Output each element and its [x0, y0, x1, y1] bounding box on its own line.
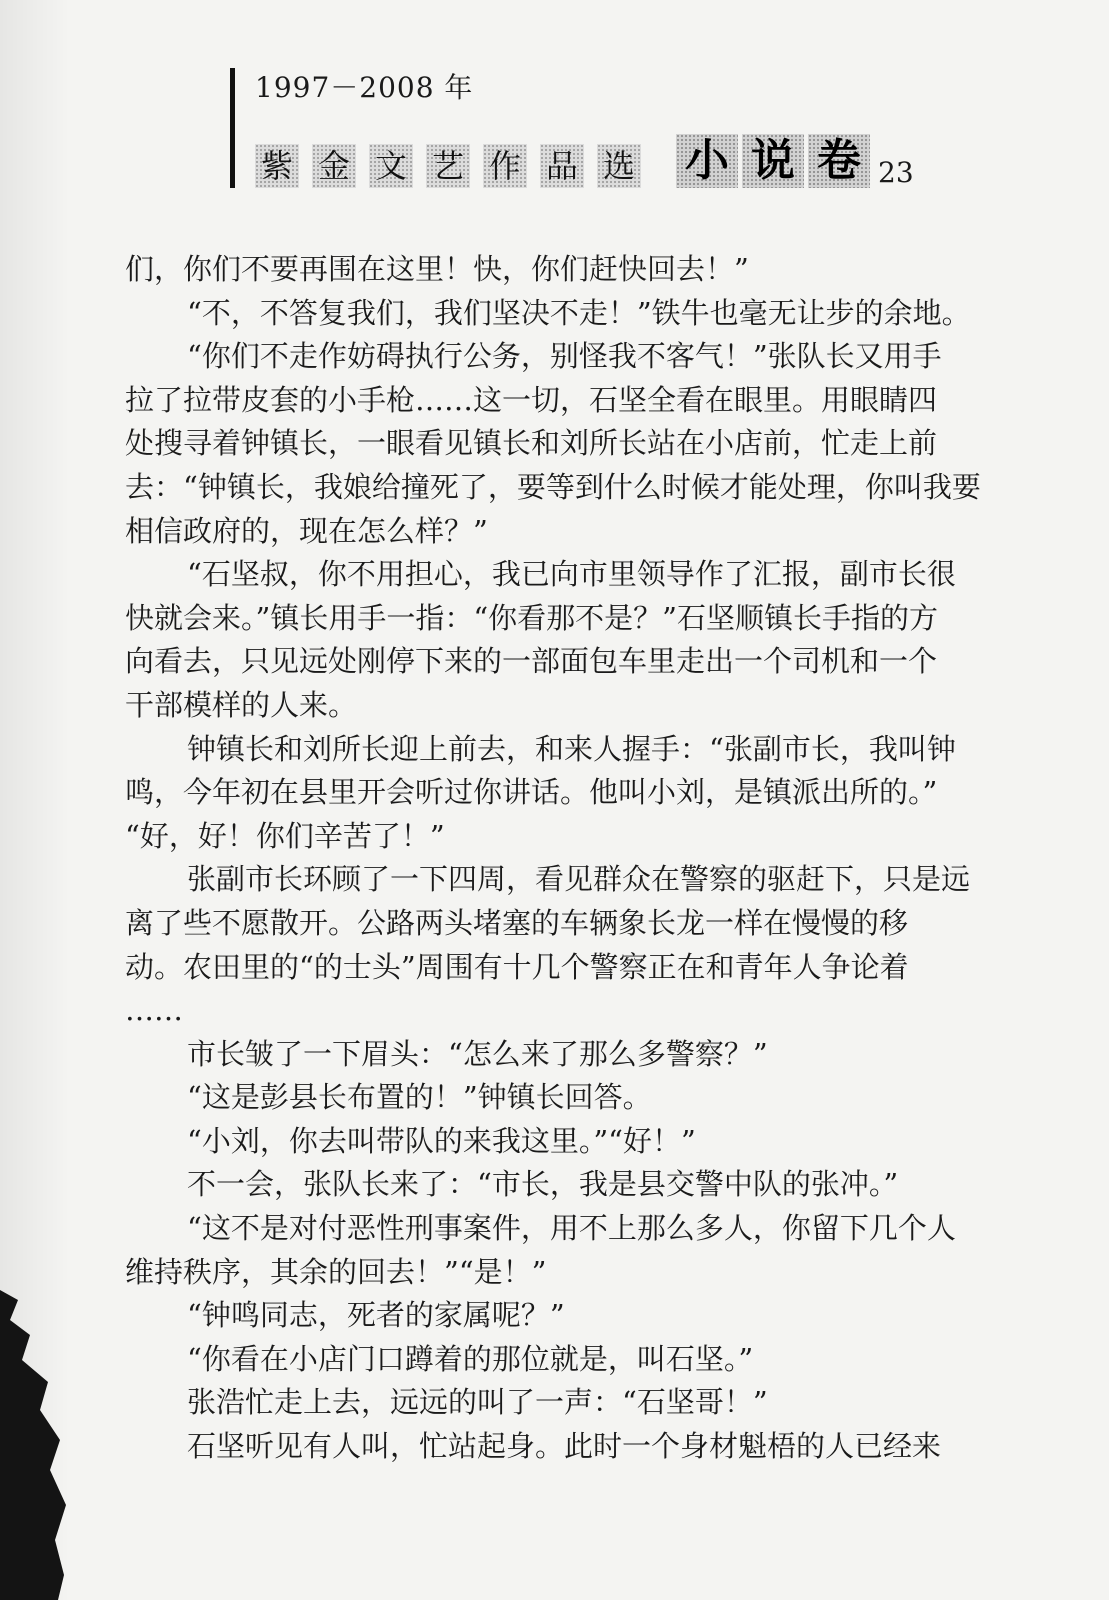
volume-title-char: 小: [676, 134, 738, 188]
body-text: [125, 248, 981, 1469]
text-line: “这是彭县长布置的！”钟镇长回答。: [187, 1080, 652, 1115]
text-line: “不，不答复我们，我们坚决不走！”铁牛也毫无让步的余地。: [187, 295, 971, 330]
text-line: “小刘，你去叫带队的来我这里。”“好！”: [187, 1123, 696, 1158]
series-title-char: 品: [540, 144, 584, 188]
text-line: 鸣，今年初在县里开会听过你讲话。他叫小刘，是镇派出所的。”: [125, 775, 938, 810]
series-title-char: 选: [597, 144, 641, 188]
text-line: “你们不走作妨碍执行公务，别怪我不客气！”张队长又用手: [187, 339, 942, 374]
series-title-char: 文: [369, 144, 413, 188]
text-line: 石坚听见有人叫，忙站起身。此时一个身材魁梧的人已经来: [187, 1429, 942, 1464]
text-line: ……: [125, 993, 183, 1028]
text-line: 向看去，只见远处刚停下来的一部面包车里走出一个司机和一个: [125, 644, 938, 679]
text-line: 们，你们不要再围在这里！快，你们赶快回去！”: [125, 252, 749, 286]
page-number: 23: [878, 156, 914, 189]
series-title-char: 作: [483, 144, 527, 188]
text-line: “你看在小店门口蹲着的那位就是，叫石坚。”: [187, 1341, 754, 1376]
text-line: 离了些不愿散开。公路两头堵塞的车辆象长龙一样在慢慢的移: [125, 905, 909, 940]
text-line: 相信政府的，现在怎么样？”: [125, 513, 488, 548]
text-line: “好，好！你们辛苦了！”: [125, 818, 445, 853]
text-line: 处搜寻着钟镇长，一眼看见镇长和刘所长站在小店前，忙走上前: [125, 426, 938, 461]
text-line: “钟鸣同志，死者的家属呢？”: [187, 1298, 565, 1333]
series-title-char: 紫: [255, 144, 299, 188]
text-line: “这不是对付恶性刑事案件，用不上那么多人，你留下几个人: [187, 1211, 956, 1246]
text-line: 动。农田里的“的士头”周围有十几个警察正在和青年人争论着: [125, 949, 909, 984]
header-vertical-rule: [230, 68, 235, 188]
text-line: 市长皱了一下眉头：“怎么来了那么多警察？”: [187, 1036, 768, 1071]
text-line: “石坚叔，你不用担心，我已向市里领导作了汇报，副市长很: [187, 557, 956, 592]
series-title-char: 金: [312, 144, 356, 188]
volume-title-char: 卷: [808, 134, 870, 188]
text-line: 不一会，张队长来了：“市长，我是县交警中队的张冲。”: [187, 1167, 899, 1202]
text-line: 去：“钟镇长，我娘给撞死了，要等到什么时候才能处理，你叫我要: [125, 469, 981, 504]
text-line: 干部模样的人来。: [125, 687, 358, 722]
text-line: 张副市长环顾了一下四周，看见群众在警察的驱赶下，只是远: [187, 862, 971, 897]
series-title-char: 艺: [426, 144, 470, 188]
running-header-title: [255, 128, 914, 188]
text-line: 快就会来。”镇长用手一指：“你看那不是？”石坚顺镇长手指的方: [125, 600, 938, 635]
text-line: 维持秩序，其余的回去！”“是！”: [125, 1254, 547, 1289]
text-line: 拉了拉带皮套的小手枪……这一切，石坚全看在眼里。用眼睛四: [125, 382, 938, 417]
text-line: 钟镇长和刘所长迎上前去，和来人握手：“张副市长，我叫钟: [187, 731, 956, 766]
text-line: 张浩忙走上去，远远的叫了一声：“石坚哥！”: [187, 1385, 768, 1420]
torn-page-edge: [0, 1290, 70, 1600]
volume-title-char: 说: [742, 134, 804, 188]
running-header-years: 1997－2008 年: [255, 71, 474, 104]
